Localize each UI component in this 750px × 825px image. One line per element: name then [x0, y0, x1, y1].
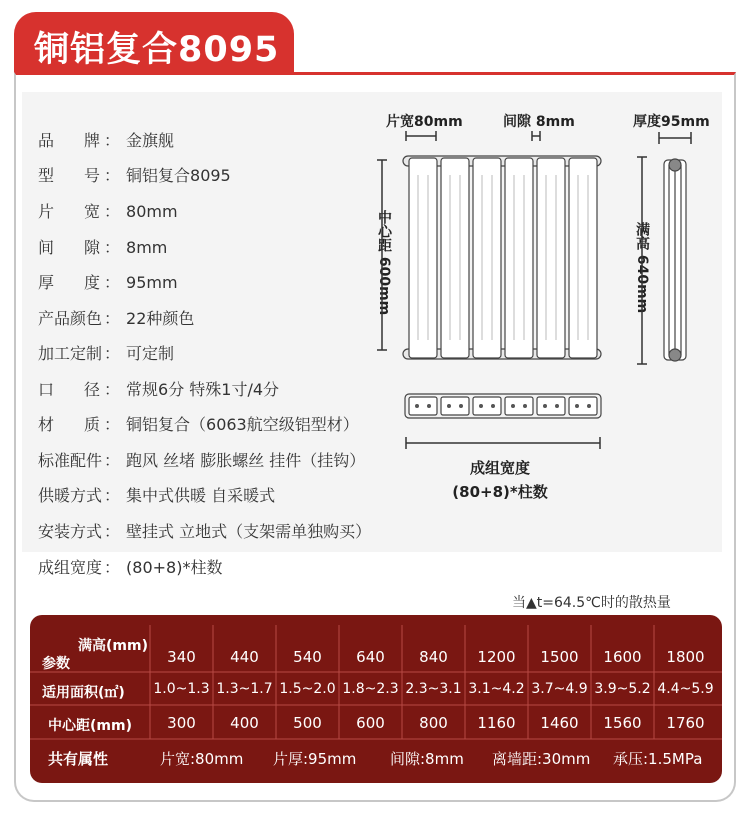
piece-width-label: 片宽80mm — [386, 114, 463, 130]
common-cell: 片厚:95mm — [273, 750, 357, 768]
radiator-side — [664, 159, 686, 361]
height-cell: 340 — [167, 648, 196, 666]
radiator-front — [403, 156, 601, 359]
common-cell: 间隙:8mm — [390, 750, 464, 768]
center-cell: 1760 — [666, 714, 705, 732]
height-cell: 1800 — [666, 648, 705, 666]
center-cell: 1560 — [603, 714, 642, 732]
spec-value: 集中式供暖 自采暖式 — [126, 486, 276, 505]
height-cell: 1500 — [540, 648, 579, 666]
spec-value: 跑风 丝堵 膨胀螺丝 挂件（挂钩） — [126, 451, 366, 470]
area-cell: 1.5~2.0 — [279, 681, 336, 697]
spec-value: 80mm — [126, 202, 178, 221]
spec-label: 标准配件 — [38, 451, 103, 470]
spec-row-model: 型号 ： 铜铝复合8095 — [38, 163, 231, 193]
spec-row-gap: 间隙 ： 8mm — [38, 235, 167, 265]
spec-label: 间隙 — [38, 238, 100, 257]
spec-row-install: 安装方式 ： 壁挂式 立地式（支架需单独购买） — [38, 519, 371, 549]
area-cell: 2.3~3.1 — [405, 681, 462, 697]
center-distance-label: 中心距 600mm — [376, 210, 392, 316]
spec-value: 壁挂式 立地式（支架需单独购买） — [126, 522, 372, 541]
spec-value: 8mm — [126, 238, 168, 257]
common-cell: 片宽:80mm — [160, 750, 244, 768]
group-width-title: 成组宽度 — [469, 459, 530, 477]
area-cell: 3.1~4.2 — [468, 681, 525, 697]
center-label: 中心距(mm) — [48, 718, 132, 734]
area-cell: 4.4~5.9 — [657, 681, 714, 697]
common-cell: 离墙距:30mm — [492, 750, 591, 768]
spec-value: 铜铝复合8095 — [126, 166, 231, 185]
spec-row-color: 产品颜色 ： 22种颜色 — [38, 306, 194, 336]
center-cell: 800 — [419, 714, 448, 732]
group-width-formula: (80+8)*柱数 — [452, 483, 548, 501]
spec-table — [30, 615, 722, 783]
spec-row-material: 材质 ： 铜铝复合（6063航空级铝型材） — [38, 412, 359, 442]
spec-value: (80+8)*柱数 — [126, 558, 223, 577]
spec-value: 可定制 — [126, 344, 175, 363]
height-cell: 440 — [230, 648, 259, 666]
center-cell: 1160 — [477, 714, 516, 732]
thickness-label: 厚度95mm — [633, 114, 710, 130]
height-cell: 540 — [293, 648, 322, 666]
full-height-label: 满高 640mm — [634, 222, 650, 314]
area-label: 适用面积(㎡) — [42, 685, 125, 701]
spec-row-heating: 供暖方式 ： 集中式供暖 自采暖式 — [38, 483, 275, 513]
radiator-top-view — [405, 394, 601, 418]
area-cell: 1.3~1.7 — [216, 681, 273, 697]
spec-row-group-width: 成组宽度 ： (80+8)*柱数 — [38, 555, 222, 585]
spec-label: 型号 — [38, 166, 100, 185]
spec-value: 铜铝复合（6063航空级铝型材） — [126, 415, 359, 434]
spec-value: 常规6分 特殊1寸/4分 — [126, 380, 280, 399]
spec-value: 金旗舰 — [126, 131, 175, 150]
common-cell: 承压:1.5MPa — [613, 750, 703, 768]
spec-label: 口径 — [38, 380, 100, 399]
center-cell: 600 — [356, 714, 385, 732]
header-top: 满高(mm) — [78, 638, 148, 654]
spec-label: 片宽 — [38, 202, 100, 221]
height-cell: 1600 — [603, 648, 642, 666]
spec-label: 成组宽度 — [38, 558, 103, 577]
spec-row-accessories: 标准配件 ： 跑风 丝堵 膨胀螺丝 挂件（挂钩） — [38, 448, 365, 478]
header-bottom: 参数 — [42, 656, 70, 672]
spec-row-custom: 加工定制 ： 可定制 — [38, 341, 174, 371]
spec-value: 95mm — [126, 273, 178, 292]
spec-row-brand: 品牌 ： 金旗舰 — [38, 128, 174, 158]
spec-label: 产品颜色 — [38, 309, 103, 328]
center-cell: 300 — [167, 714, 196, 732]
center-cell: 400 — [230, 714, 259, 732]
gap-label: 间隙 8mm — [503, 114, 575, 130]
heat-note: 当▲t=64.5℃时的散热量 — [512, 595, 671, 611]
spec-row-thickness: 厚度 ： 95mm — [38, 270, 178, 300]
spec-row-caliber: 口径 ： 常规6分 特殊1寸/4分 — [38, 377, 279, 407]
height-cell: 1200 — [477, 648, 516, 666]
spec-label: 品牌 — [38, 131, 100, 150]
spec-row-width: 片宽 ： 80mm — [38, 199, 178, 229]
common-label: 共有属性 — [48, 750, 109, 768]
spec-label: 厚度 — [38, 273, 100, 292]
height-cell: 840 — [419, 648, 448, 666]
center-cell: 500 — [293, 714, 322, 732]
spec-value: 22种颜色 — [126, 309, 195, 328]
area-cell: 1.8~2.3 — [342, 681, 399, 697]
area-cell: 3.7~4.9 — [531, 681, 588, 697]
height-cell: 640 — [356, 648, 385, 666]
area-cell: 3.9~5.2 — [594, 681, 651, 697]
spec-label: 材质 — [38, 415, 100, 434]
spec-label: 加工定制 — [38, 344, 103, 363]
spec-label: 供暖方式 — [38, 486, 103, 505]
center-cell: 1460 — [540, 714, 579, 732]
page-title: 铜铝复合8095 — [34, 30, 280, 70]
spec-label: 安装方式 — [38, 522, 103, 541]
area-cell: 1.0~1.3 — [153, 681, 210, 697]
